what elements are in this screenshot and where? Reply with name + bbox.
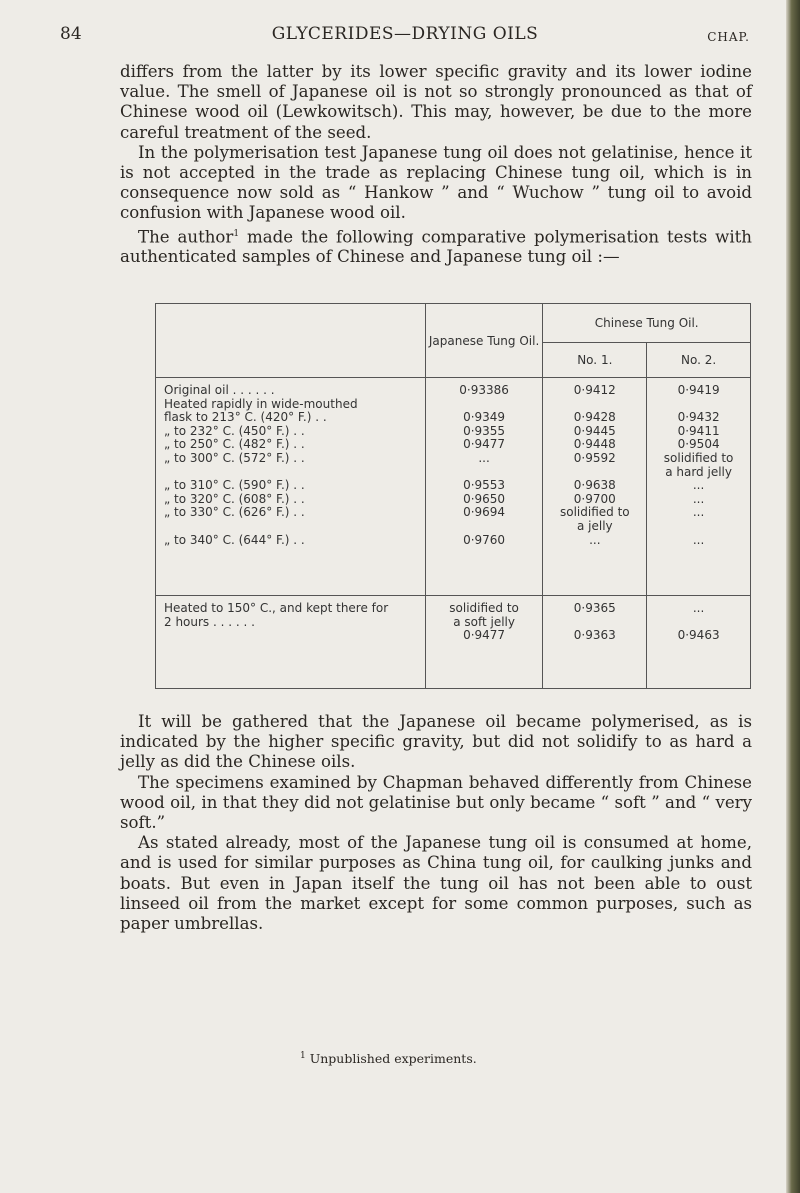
- col-header-chinese: Chinese Tung Oil.: [543, 304, 751, 343]
- table-cell-line: 0·9419: [677, 383, 720, 397]
- row-labels: [156, 378, 426, 596]
- table-cell-line: solidified to: [559, 505, 630, 520]
- table-cell-line: [426, 520, 543, 534]
- table-cell-line: flask to 213° C. (420° F.) . .: [164, 410, 327, 425]
- table-cell-line: ...: [692, 478, 705, 493]
- table-cell-line: 0·9592: [573, 450, 616, 465]
- footnote-text: Unpublished experiments.: [309, 1051, 477, 1067]
- table-cell-line: „ to 310° C. (590° F.) . .: [164, 478, 305, 493]
- paragraph: As stated already, most of the Japanese tung oil is consumed at home, and is used for similar purposes as China tung oil, for caulking junks and boats. But even in Japan itself the tung oil has not been able to oust linseed oil from the market except for some common purposes, such as paper umbrellas.: [120, 833, 752, 934]
- table-cell-line: 0·9463: [677, 628, 720, 643]
- table-cell-line: 0·9355: [463, 423, 506, 438]
- table-cell-line: 0·9700: [573, 491, 616, 506]
- polymerisation-table: [155, 303, 751, 689]
- paragraph-text: made the following comparative polymerisation tests with authenticated samples of Chinese and Japanese tung oil :—: [120, 227, 752, 267]
- table-cell-line: a jelly: [576, 518, 613, 533]
- table-cell-line: 0·9504: [677, 437, 720, 452]
- no2-values: [647, 596, 751, 689]
- table-cell-line: 0·9477: [463, 437, 506, 452]
- table-cell-line: [164, 520, 425, 534]
- table-cell-line: „ to 232° C. (450° F.) . .: [164, 423, 305, 438]
- table-cell-line: 0·93386: [459, 383, 509, 397]
- paragraph: The specimens examined by Chapman behaved differently from Chinese wood oil, in that they did not gelatinise but only became “ soft ” and “ very soft.”: [120, 772, 752, 833]
- table-cell-line: „ to 330° C. (626° F.) . .: [164, 505, 305, 520]
- table-cell-line: ...: [692, 505, 705, 520]
- table-cell-line: „ to 340° C. (644° F.) . .: [164, 532, 305, 547]
- paragraph: differs from the latter by its lower specific gravity and its lower iodine value. The smell of Japanese oil is not so strongly pronounced as that of Chinese wood oil (Lewkowitsch). This may, however, be due to the more careful treatment of the seed.: [120, 62, 752, 142]
- page-edge: [786, 0, 800, 1193]
- footnote: [300, 1051, 477, 1066]
- paragraph: [120, 224, 752, 268]
- page-number: 84: [60, 24, 82, 44]
- table-cell-line: [647, 616, 750, 630]
- table-cell-line: 0·9365: [573, 601, 616, 615]
- no1-values: [543, 378, 647, 596]
- col-header-no1: No. 1.: [543, 343, 647, 378]
- table-cell-line: „ to 300° C. (572° F.) . .: [164, 450, 305, 465]
- table-cell-line: 0·9349: [463, 410, 506, 425]
- table-cell-line: Original oil . . . . . .: [164, 383, 275, 397]
- col-header-japanese: Japanese Tung Oil.: [425, 304, 543, 378]
- table-cell-line: „ to 320° C. (608° F.) . .: [164, 491, 305, 506]
- running-title: GLYCERIDES—DRYING OILS: [271, 24, 539, 44]
- table-cell-line: 0·9428: [573, 410, 616, 425]
- table-cell-line: 0·9412: [573, 383, 616, 397]
- row-labels: [156, 596, 426, 689]
- table-cell-line: 0·9638: [573, 478, 616, 493]
- table-cell-line: solidified to: [449, 601, 519, 615]
- chapter-label: CHAP.: [707, 30, 750, 44]
- table-cell-line: 0·9760: [463, 532, 506, 547]
- paragraph: It will be gathered that the Japanese oil became polymerised, as is indicated by the higher specific gravity, but did not solidify to as hard a jelly as did the Chinese oils.: [120, 712, 752, 772]
- table-cell-line: ...: [589, 532, 601, 547]
- table-cell-line: a soft jelly: [453, 614, 515, 629]
- table-cell-line: ...: [478, 450, 490, 465]
- table-cell-line: 0·9694: [463, 505, 506, 520]
- table-cell-line: 2 hours . . . . . .: [164, 614, 255, 629]
- table-cell-line: 0·9448: [573, 437, 616, 452]
- table-cell-line: Heated rapidly in wide-mouthed: [164, 396, 358, 411]
- table-cell-line: ...: [692, 601, 705, 615]
- text-block-bottom: [120, 712, 752, 934]
- table-cell-line: ...: [692, 532, 705, 547]
- no2-values: [647, 378, 751, 596]
- table-cell-line: 0·9363: [573, 628, 616, 643]
- table-cell-line: [647, 398, 750, 412]
- table-cell-line: „ to 250° C. (482° F.) . .: [164, 437, 305, 452]
- text-block-top: [120, 62, 752, 268]
- stub-header: [156, 304, 426, 378]
- table-cell-line: a hard jelly: [665, 464, 732, 479]
- no1-values: [543, 596, 647, 689]
- running-header: [60, 24, 750, 50]
- paragraph-text: The author: [138, 227, 234, 247]
- table-cell-line: solidified to: [663, 450, 734, 465]
- paragraph: In the polymerisation test Japanese tung oil does not gelatinise, hence it is not accepted in the trade as replacing Chinese tung oil, which is in consequence now sold as “ Hankow ” and “ Wuchow ” tung oil to avoid confusion with Japanese wood oil.: [120, 142, 752, 223]
- footnote-mark: 1: [300, 1051, 306, 1061]
- table-cell-line: [426, 466, 543, 480]
- table-cell-line: [426, 398, 543, 412]
- table-cell-line: 0·9445: [573, 423, 616, 438]
- table-cell-line: Heated to 150° C., and kept there for: [164, 601, 389, 615]
- table-cell-line: 0·9477: [463, 628, 506, 643]
- table-cell-line: 0·9650: [463, 491, 506, 506]
- table-cell-line: ...: [692, 491, 705, 506]
- japanese-values: [425, 378, 543, 596]
- table-cell-line: 0·9553: [463, 478, 506, 493]
- table-cell-line: [164, 466, 425, 480]
- japanese-values: [425, 596, 543, 689]
- table-cell-line: [543, 466, 646, 480]
- table-cell-line: [543, 398, 646, 412]
- col-header-no2: No. 2.: [647, 343, 751, 378]
- footnote-ref: 1: [233, 228, 240, 239]
- table-cell-line: 0·9411: [677, 423, 720, 438]
- table-cell-line: [543, 616, 646, 630]
- table-cell-line: [647, 520, 750, 534]
- table-cell-line: 0·9432: [677, 410, 720, 425]
